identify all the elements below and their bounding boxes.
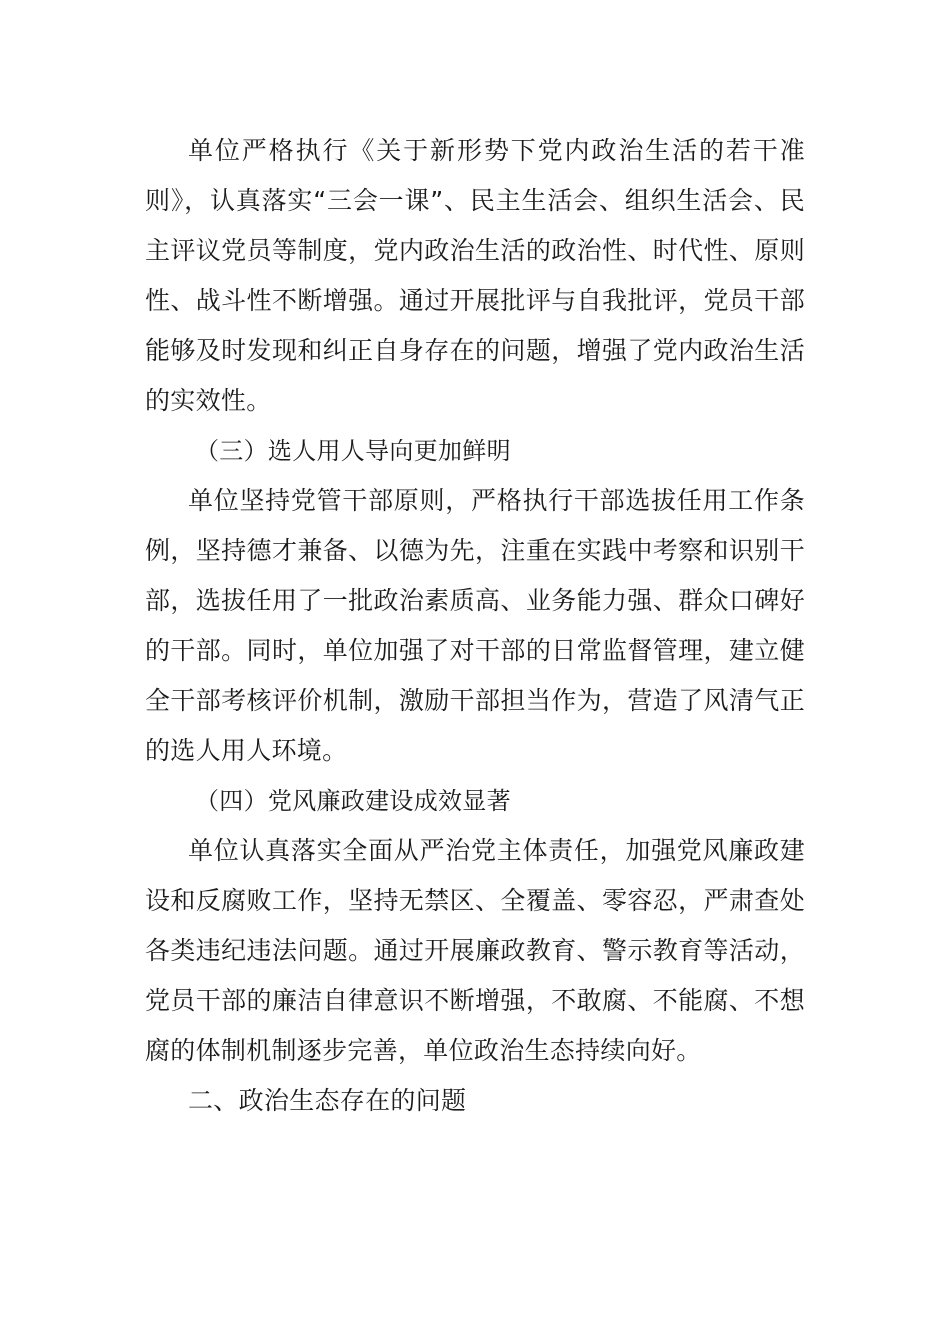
paragraph-selection-of-personnel: 单位坚持党管干部原则，严格执行干部选拔任用工作条例，坚持德才兼备、以德为先，注重在实践中考察和识别干部，选拔任用了一批政治素质高、业务能力强、群众口碑好的干部。同时，单位加强了对干部的日常监督管理，建立健全干部考核评价机制，激励干部担当作为，营造了风清气正的选人用人环境。 — [145, 486, 805, 765]
paragraph-party-political-life: 单位严格执行《关于新形势下党内政治生活的若干准则》，认真落实“三会一课”、民主生活会、组织生活会、民主评议党员等制度，党内政治生活的政治性、时代性、原则性、战斗性不断增强。通过开展批评与自我批评，党员干部能够及时发现和纠正自身存在的问题，增强了党内政治生活的实效性。 — [145, 136, 805, 415]
paragraph-clean-government: 单位认真落实全面从严治党主体责任，加强党风廉政建设和反腐败工作，坚持无禁区、全覆盖、零容忍，严肃查处各类违纪违法问题。通过开展廉政教育、警示教育等活动，党员干部的廉洁自律意识不断增强，不敢腐、不能腐、不想腐的体制机制逐步完善，单位政治生态持续向好。 — [145, 836, 805, 1065]
document-page — [145, 126, 805, 1126]
heading-clean-government: （四）党风廉政建设成效显著 — [195, 787, 511, 815]
heading-selection-of-personnel: （三）选人用人导向更加鲜明 — [195, 437, 511, 465]
heading-problems-section: 二、政治生态存在的问题 — [188, 1086, 467, 1115]
